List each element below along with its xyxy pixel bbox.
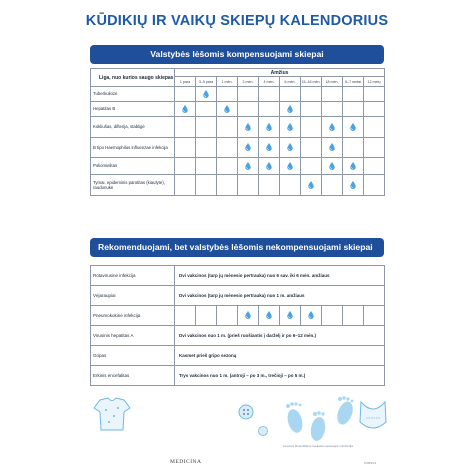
age-header-cell: 6 mėn. bbox=[280, 77, 301, 87]
dose-cell bbox=[175, 87, 196, 102]
dose-cell bbox=[343, 117, 364, 138]
dose-cell bbox=[259, 138, 280, 158]
dose-cell bbox=[364, 117, 385, 138]
vaccine-drop-icon bbox=[266, 143, 272, 151]
poster-code: KUBS/14 bbox=[364, 461, 377, 465]
dose-cell bbox=[175, 102, 196, 117]
schedule-note: Dvi vakcinos (tarp jų mėnesio pertrauka) nuo 1 m. amžiaus bbox=[175, 286, 385, 306]
recommended-vaccine-row bbox=[91, 286, 385, 306]
dose-cell bbox=[322, 117, 343, 138]
baby-footprints-illustration bbox=[273, 391, 363, 446]
dose-cell bbox=[259, 102, 280, 117]
schedule-note: Dvi vakcinos nuo 1 m. (prieš ruošiantis į darželį ir po 6–12 mėn.) bbox=[175, 326, 385, 346]
dose-cell bbox=[196, 158, 217, 175]
vaccine-drop-icon bbox=[287, 105, 293, 113]
age-header-cell: 15–16 mėn. bbox=[301, 77, 322, 87]
vaccine-drop-icon bbox=[287, 162, 293, 170]
dose-cell bbox=[259, 87, 280, 102]
dose-cell bbox=[322, 87, 343, 102]
dose-cell bbox=[364, 306, 385, 326]
dose-cell bbox=[343, 158, 364, 175]
dose-cell bbox=[259, 306, 280, 326]
vaccine-drop-icon bbox=[224, 105, 230, 113]
vaccine-drop-icon bbox=[245, 143, 251, 151]
vaccine-drop-icon bbox=[308, 181, 314, 189]
dose-cell bbox=[343, 102, 364, 117]
dose-cell bbox=[175, 306, 196, 326]
dose-cell bbox=[217, 102, 238, 117]
disease-name: Gripas bbox=[91, 346, 175, 366]
dose-cell bbox=[175, 117, 196, 138]
dose-cell bbox=[364, 138, 385, 158]
dose-cell bbox=[217, 306, 238, 326]
vaccine-row bbox=[91, 117, 385, 138]
vaccine-drop-icon bbox=[266, 311, 272, 319]
dose-cell bbox=[196, 102, 217, 117]
dose-cell bbox=[238, 138, 259, 158]
dose-cell bbox=[322, 102, 343, 117]
dose-cell bbox=[343, 175, 364, 196]
bib-illustration bbox=[358, 398, 388, 434]
dose-cell bbox=[301, 306, 322, 326]
baby-shirt-illustration bbox=[92, 396, 132, 432]
section1-heading: Valstybės lėšomis kompensuojami skiepai bbox=[90, 45, 384, 64]
dose-cell bbox=[322, 175, 343, 196]
vaccine-drop-icon bbox=[329, 143, 335, 151]
dose-cell bbox=[301, 158, 322, 175]
disease-name: B tipo Haemophilus influenzae infekcija bbox=[91, 138, 175, 158]
dose-cell bbox=[280, 138, 301, 158]
poster-title: KŪDIKIŲ IR VAIKŲ SKIEPŲ KALENDORIUS bbox=[85, 13, 389, 29]
dose-cell bbox=[175, 138, 196, 158]
vaccine-drop-icon bbox=[245, 162, 251, 170]
dose-cell bbox=[217, 138, 238, 158]
recommended-vaccine-row bbox=[91, 306, 385, 326]
disease-name: Kokliušas, difterija, stabligė bbox=[91, 117, 175, 138]
recommended-vaccine-row bbox=[91, 366, 385, 386]
vaccine-row bbox=[91, 138, 385, 158]
dose-cell bbox=[301, 87, 322, 102]
disease-name: Tuberkuliozė bbox=[91, 87, 175, 102]
dose-cell bbox=[322, 306, 343, 326]
recommended-vaccine-row bbox=[91, 326, 385, 346]
dose-cell bbox=[301, 138, 322, 158]
dose-cell bbox=[196, 138, 217, 158]
dose-cell bbox=[196, 175, 217, 196]
dose-cell bbox=[217, 175, 238, 196]
dose-cell bbox=[175, 175, 196, 196]
section2-heading: Rekomenduojami, bet valstybės lėšomis nekompensuojami skiepai bbox=[90, 238, 384, 257]
dose-cell bbox=[280, 117, 301, 138]
disease-name: Pneumokokinė infekcija bbox=[91, 306, 175, 326]
dose-cell bbox=[343, 87, 364, 102]
dose-cell bbox=[196, 117, 217, 138]
button-illustration bbox=[238, 404, 254, 420]
disease-name: Vėjaraupiai bbox=[91, 286, 175, 306]
vaccine-drop-icon bbox=[308, 311, 314, 319]
vaccine-drop-icon bbox=[266, 123, 272, 131]
schedule-note: Kasmet prieš gripo sezoną bbox=[175, 346, 385, 366]
dose-cell bbox=[280, 175, 301, 196]
dose-cell bbox=[301, 102, 322, 117]
age-header-cell: 6–7 metai bbox=[343, 77, 364, 87]
disease-name: Rotavirusinė infekcija bbox=[91, 266, 175, 286]
vaccine-row bbox=[91, 175, 385, 196]
dose-cell bbox=[238, 306, 259, 326]
dose-cell bbox=[364, 87, 385, 102]
dose-cell bbox=[238, 175, 259, 196]
dose-cell bbox=[217, 117, 238, 138]
vaccine-row bbox=[91, 87, 385, 102]
age-header-cell: 18 mėn. bbox=[322, 77, 343, 87]
disease-name: Virusinis hepatitas A bbox=[91, 326, 175, 346]
dose-cell bbox=[238, 102, 259, 117]
dose-cell bbox=[238, 117, 259, 138]
fine-print: Lietuvos Respublikos sveikatos apsaugos ministerija bbox=[283, 444, 353, 448]
dose-cell bbox=[259, 175, 280, 196]
dose-cell bbox=[280, 306, 301, 326]
age-header-cell: 1 mėn. bbox=[217, 77, 238, 87]
vaccine-drop-icon bbox=[287, 143, 293, 151]
button-illustration-small bbox=[258, 426, 268, 436]
vaccine-drop-icon bbox=[245, 123, 251, 131]
age-header-cell: 12 metų bbox=[364, 77, 385, 87]
vaccine-drop-icon bbox=[287, 311, 293, 319]
vaccination-poster bbox=[78, 6, 396, 472]
dose-cell bbox=[280, 87, 301, 102]
recommended-vaccine-row bbox=[91, 266, 385, 286]
vaccine-drop-icon bbox=[329, 123, 335, 131]
vaccine-drop-icon bbox=[266, 162, 272, 170]
dose-cell bbox=[301, 117, 322, 138]
age-column-header: Amžius bbox=[175, 69, 385, 77]
dose-cell bbox=[343, 306, 364, 326]
recommended-vaccines-table bbox=[90, 265, 385, 386]
vaccine-drop-icon bbox=[182, 105, 188, 113]
dose-cell bbox=[196, 87, 217, 102]
recommended-vaccine-row bbox=[91, 346, 385, 366]
dose-cell bbox=[259, 158, 280, 175]
disease-column-header: Liga, nuo kurios saugo skiepas bbox=[91, 69, 175, 87]
vaccine-row bbox=[91, 102, 385, 117]
vaccine-drop-icon bbox=[245, 311, 251, 319]
vaccine-drop-icon bbox=[287, 123, 293, 131]
dose-cell bbox=[238, 87, 259, 102]
disease-name: Tymai, epideminis parotitas (kiaulytė), raudonukė bbox=[91, 175, 175, 196]
dose-cell bbox=[259, 117, 280, 138]
age-header-cell: 3–5 para bbox=[196, 77, 217, 87]
dose-cell bbox=[238, 158, 259, 175]
age-header-cell: 1 para bbox=[175, 77, 196, 87]
dose-cell bbox=[175, 158, 196, 175]
dose-cell bbox=[322, 158, 343, 175]
vaccine-drop-icon bbox=[203, 90, 209, 98]
disease-name: Erkinis encefalitas bbox=[91, 366, 175, 386]
vaccine-drop-icon bbox=[329, 162, 335, 170]
compensated-vaccines-table bbox=[90, 68, 385, 196]
disease-name: Poliomielitas bbox=[91, 158, 175, 175]
dose-cell bbox=[301, 175, 322, 196]
dose-cell bbox=[217, 87, 238, 102]
dose-cell bbox=[322, 138, 343, 158]
vaccine-drop-icon bbox=[350, 123, 356, 131]
dose-cell bbox=[196, 306, 217, 326]
dose-cell bbox=[364, 158, 385, 175]
publisher-logo: MEDICINA bbox=[170, 459, 202, 465]
dose-cell bbox=[364, 102, 385, 117]
age-header-cell: 4 mėn. bbox=[259, 77, 280, 87]
age-header-cell: 2 mėn. bbox=[238, 77, 259, 87]
dose-cell bbox=[343, 138, 364, 158]
schedule-note: Trys vakcinos nuo 1 m. (antroji – po 3 m., trečioji – po 5 m.) bbox=[175, 366, 385, 386]
disease-name: Hepatitas B bbox=[91, 102, 175, 117]
vaccine-row bbox=[91, 158, 385, 175]
dose-cell bbox=[364, 175, 385, 196]
dose-cell bbox=[217, 158, 238, 175]
dose-cell bbox=[280, 102, 301, 117]
schedule-note: Dvi vakcinos (tarp jų mėnesio pertrauka) nuo 6 sav. iki 6 mėn. amžiaus bbox=[175, 266, 385, 286]
vaccine-drop-icon bbox=[350, 181, 356, 189]
vaccine-drop-icon bbox=[350, 162, 356, 170]
dose-cell bbox=[280, 158, 301, 175]
